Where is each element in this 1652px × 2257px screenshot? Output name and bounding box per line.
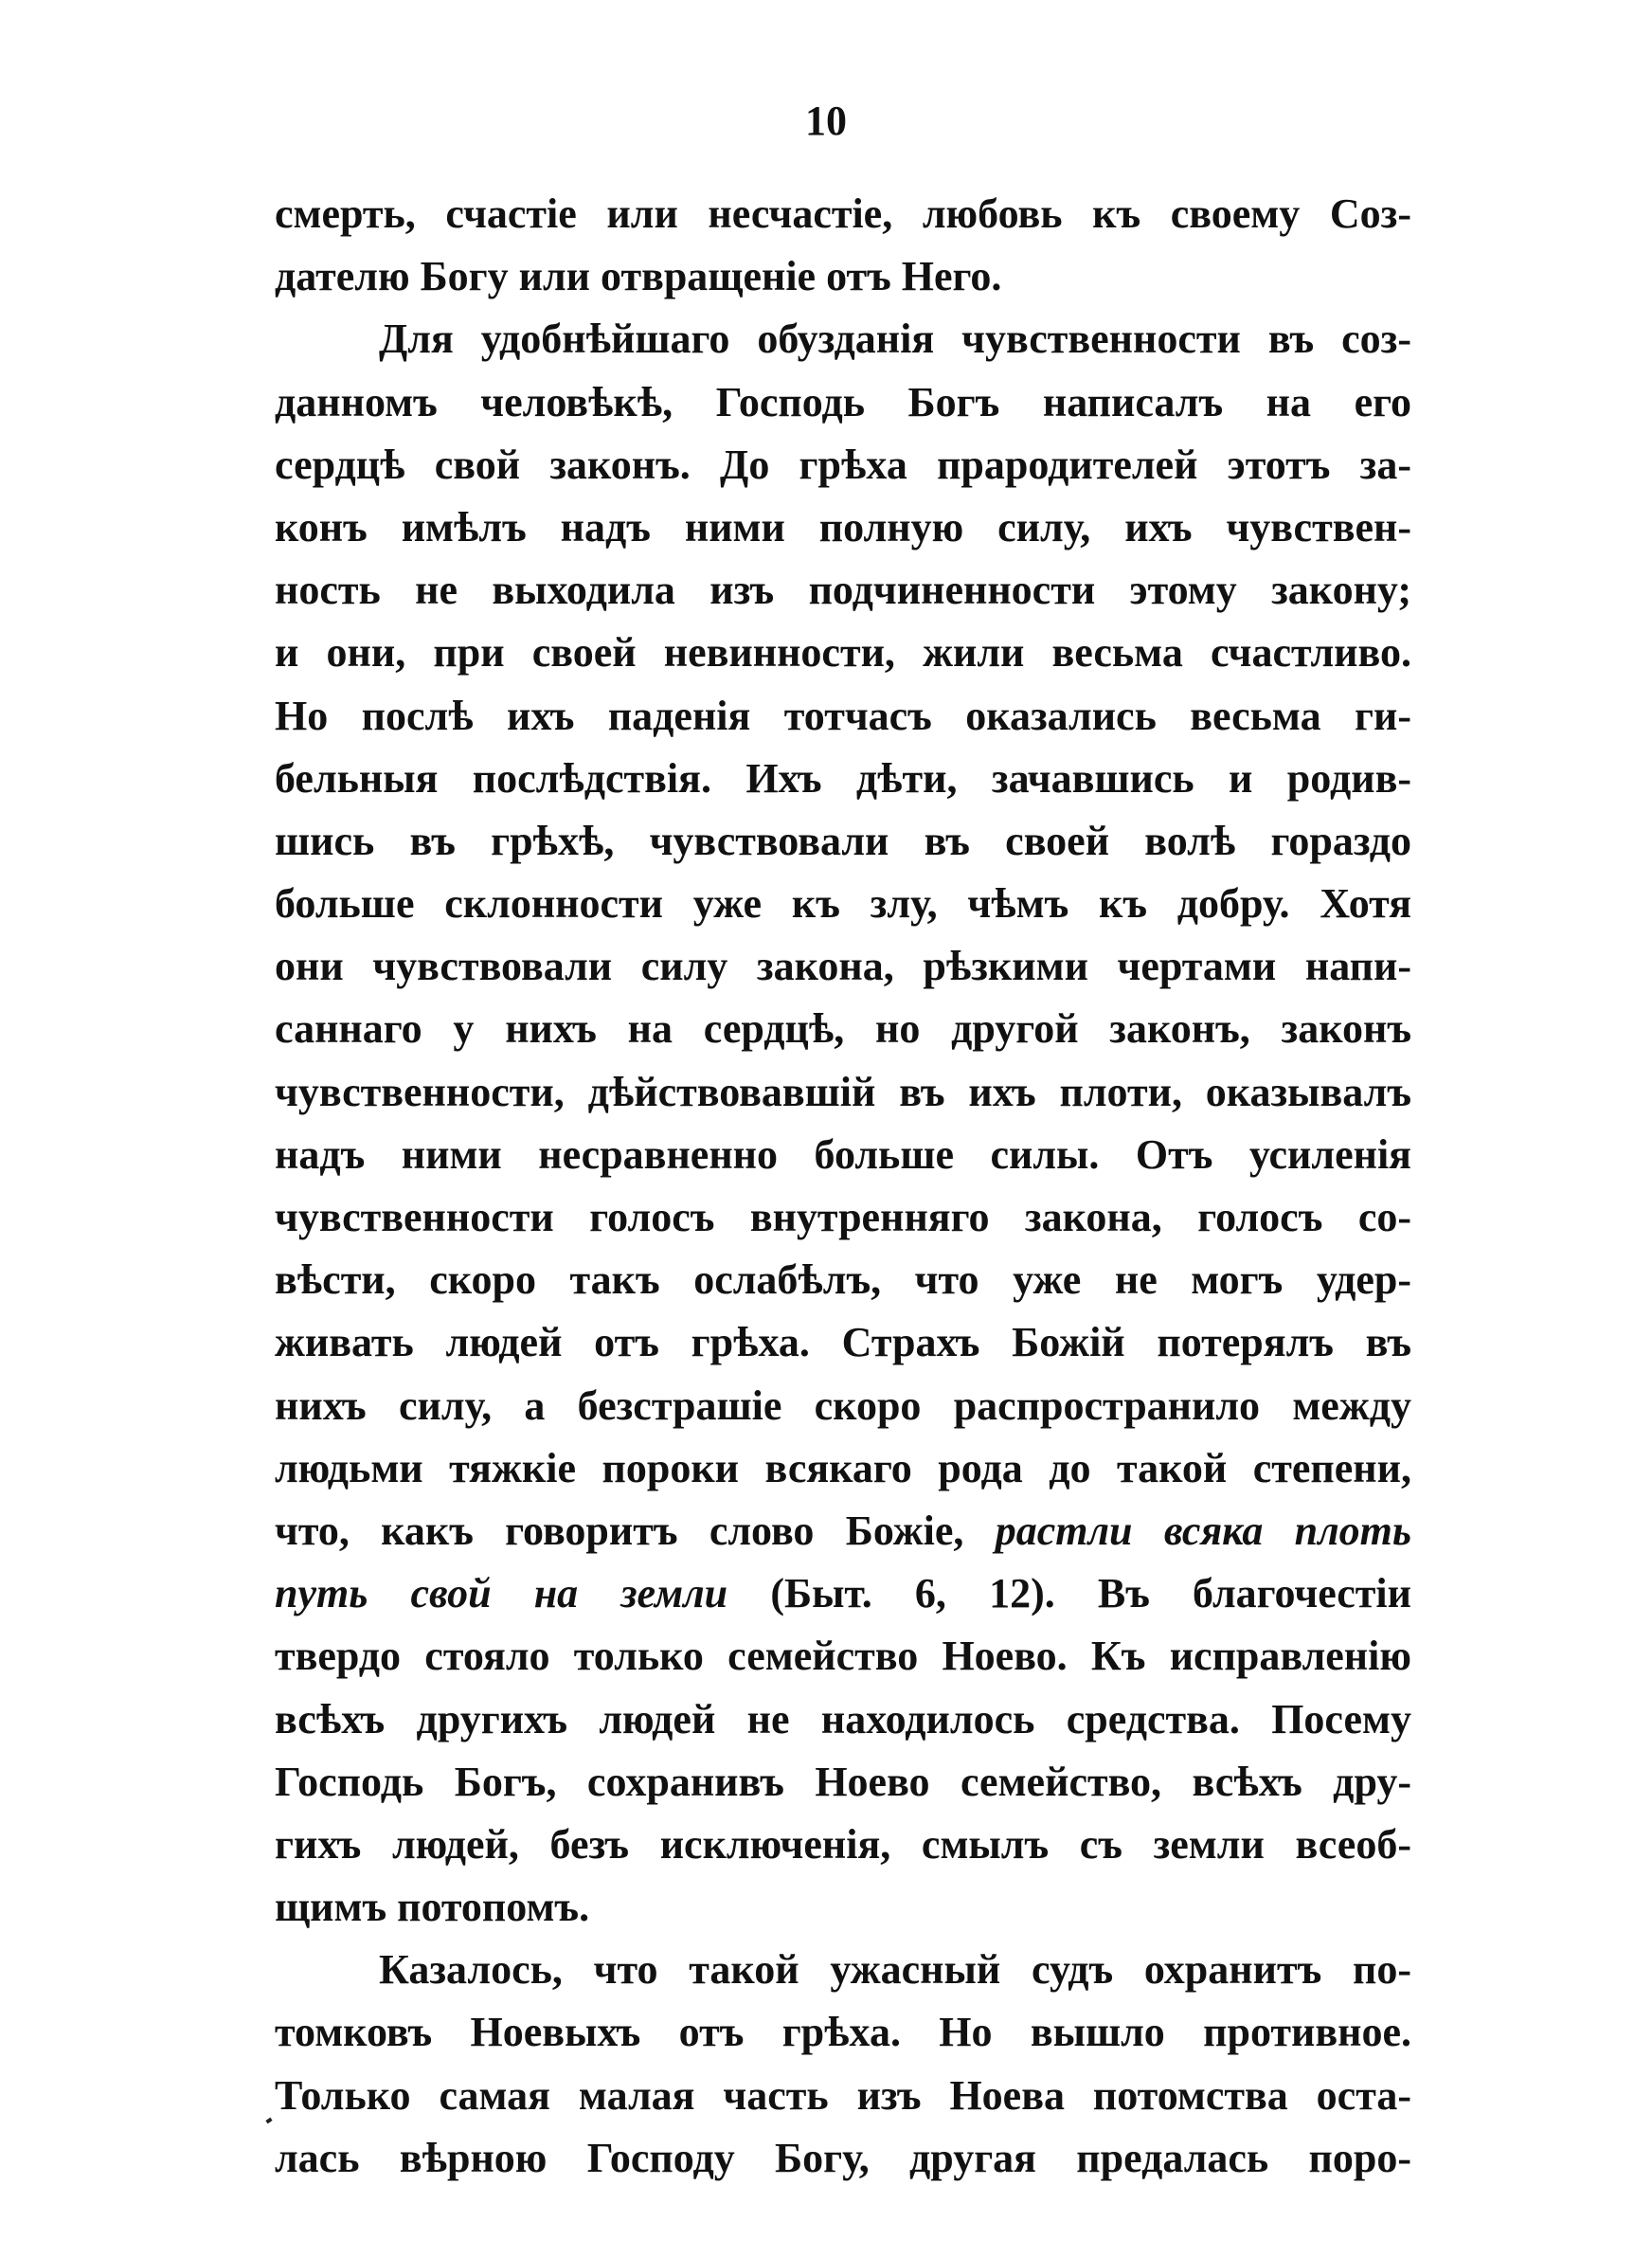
text-line: Для удобнѣйшаго обузданія чувственности въ соз-: [379, 316, 1411, 363]
ink-speck: [265, 2118, 272, 2124]
text-line: бельныя послѣдствія. Ихъ дѣти, зачавшись и родив-: [275, 754, 1411, 802]
text-line: конъ имѣлъ надъ ними полную силу, ихъ чувствен-: [275, 503, 1411, 551]
scripture-quote: путь свой на земли: [275, 1570, 728, 1617]
scripture-quote: растли всяка плоть: [995, 1507, 1411, 1554]
text-line: вѣсти, скоро такъ ослабѣлъ, что уже не могъ удер-: [275, 1256, 1411, 1304]
text-line: они чувствовали силу закона, рѣзкими чертами напи-: [275, 943, 1411, 990]
text-line: Только самая малая часть изъ Ноева потомства оста-: [275, 2071, 1411, 2119]
text-line: дателю Богу или отвращеніе отъ Него.: [275, 253, 1002, 300]
text-line: Но послѣ ихъ паденія тотчасъ оказались весьма ги-: [275, 692, 1411, 739]
text-line: данномъ человѣкѣ, Господь Богъ написалъ на его: [275, 378, 1411, 425]
text-line-with-quote: [275, 1562, 1411, 1625]
text-line: смерть, счастіе или несчастіе, любовь къ своему Соз-: [275, 190, 1411, 237]
text-line: твердо стояло только семейство Ноево. Къ исправленію: [275, 1633, 1411, 1680]
text-line: ность не выходила изъ подчиненности этому закону;: [275, 567, 1411, 614]
text-line: всѣхъ другихъ людей не находилось средства. Посему: [275, 1695, 1411, 1742]
text-line: щимъ потопомъ.: [275, 1884, 590, 1931]
text-line: чувственности голосъ внутренняго закона, голосъ со-: [275, 1194, 1411, 1240]
text-line: шись въ грѣхѣ, чувствовали въ своей волѣ гораздо: [275, 817, 1411, 864]
text-line: саннаго у нихъ на сердцѣ, но другой законъ, законъ: [275, 1005, 1411, 1053]
text-segment: что, какъ говоритъ слово Божіе,: [275, 1507, 964, 1554]
text-line: и они, при своей невинности, жили весьма счастливо.: [275, 629, 1411, 677]
text-line: томковъ Ноевыхъ отъ грѣха. Но вышло противное.: [275, 2009, 1411, 2056]
text-line: Казалось, что такой ужасный судъ охранитъ по-: [379, 1946, 1411, 1994]
page-number: 10: [805, 98, 847, 144]
text-line: чувственности, дѣйствовавшій въ ихъ плоти, оказывалъ: [275, 1068, 1411, 1115]
text-line: людьми тяжкіе пороки всякаго рода до такой степени,: [275, 1444, 1411, 1491]
text-line: больше склонности уже къ злу, чѣмъ къ добру. Хотя: [275, 880, 1411, 928]
body-text: [275, 183, 1411, 2190]
text-line: нихъ силу, а безстрашіе скоро распространило между: [275, 1381, 1411, 1429]
text-line-with-quote: [275, 1500, 1411, 1562]
text-line: сердцѣ свой законъ. До грѣха прародителей этотъ за-: [275, 441, 1411, 488]
text-line: надъ ними несравненно больше силы. Отъ усиленія: [275, 1130, 1411, 1178]
text-line: живать людей отъ грѣха. Страхъ Божій потерялъ въ: [275, 1319, 1411, 1366]
text-line: лась вѣрною Господу Богу, другая предалась поро-: [275, 2134, 1411, 2181]
text-segment: (Быт. 6, 12). Въ благочестіи: [770, 1570, 1411, 1617]
text-line: гихъ людей, безъ исключенія, смылъ съ земли всеоб-: [275, 1820, 1411, 1868]
text-line: Господь Богъ, сохранивъ Ноево семейство, всѣхъ дру-: [275, 1758, 1411, 1805]
